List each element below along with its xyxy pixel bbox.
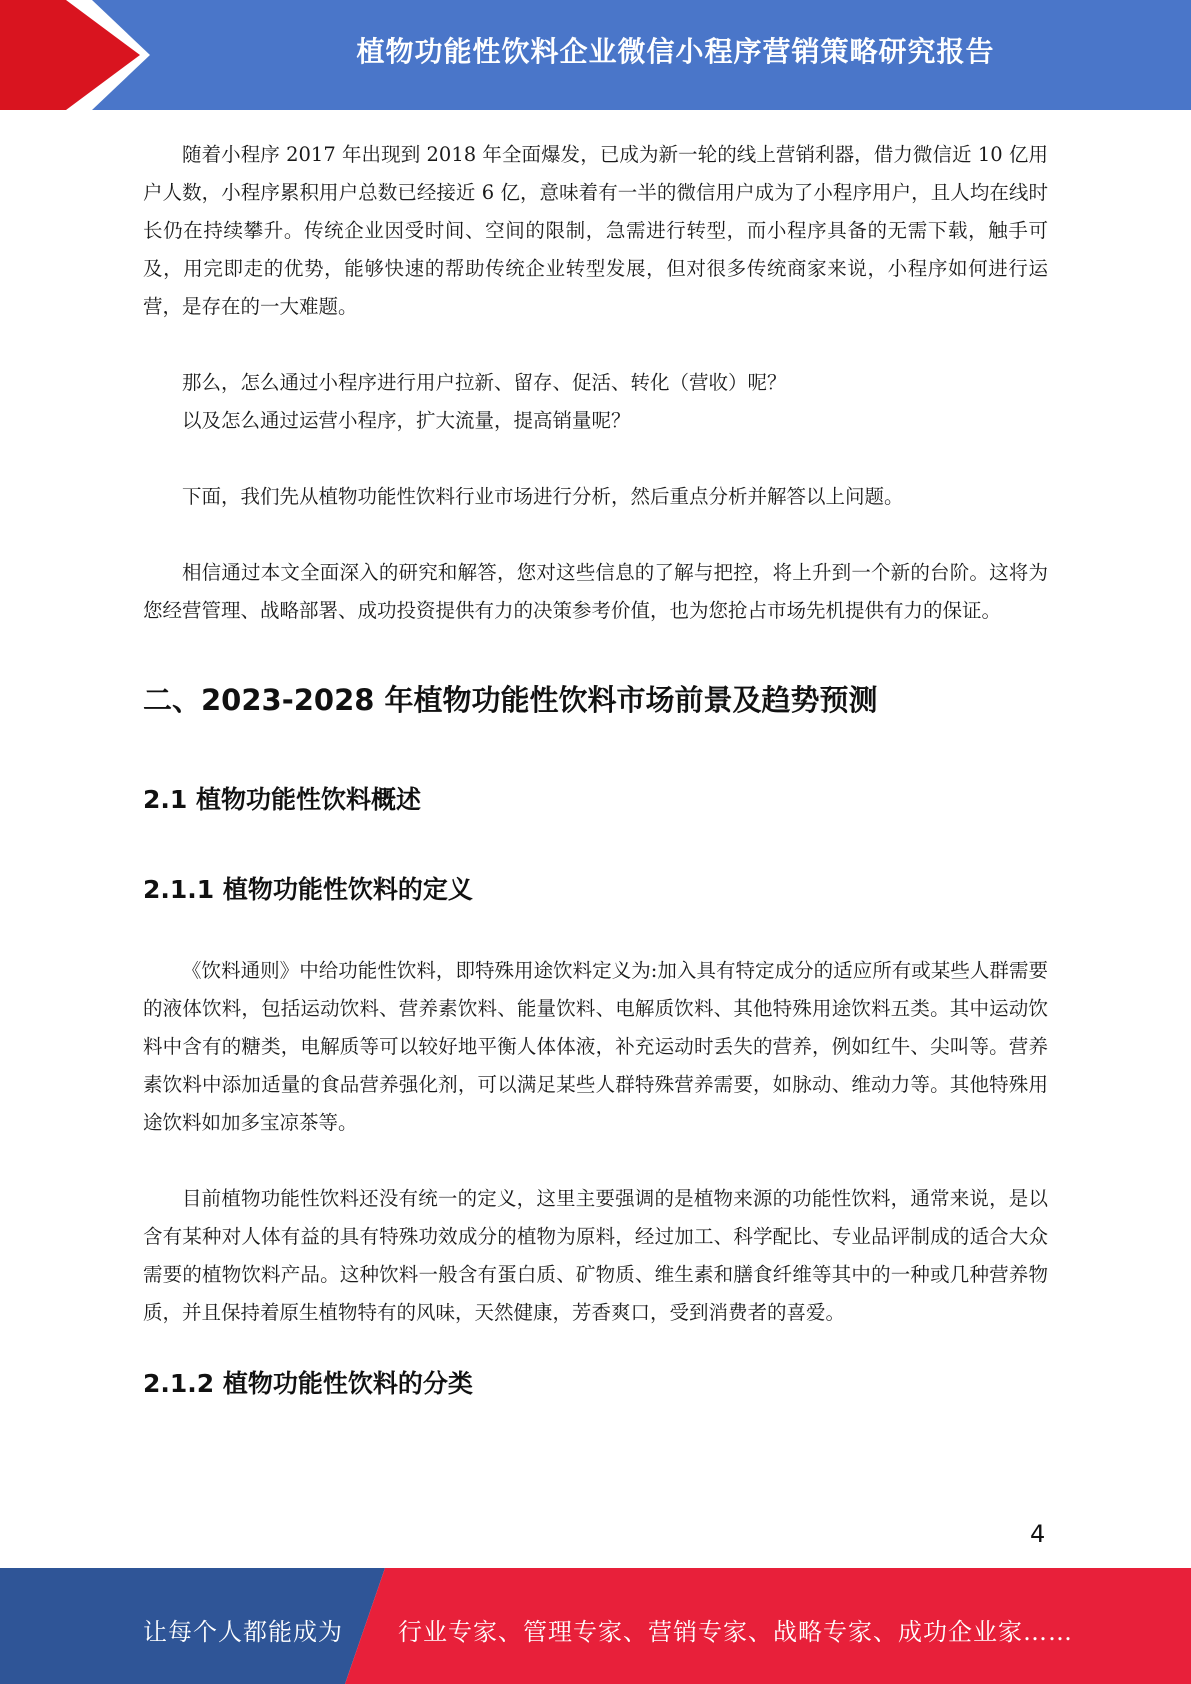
footer-slogan-right: 行业专家、管理专家、营销专家、战略专家、成功企业家……: [398, 1618, 1073, 1646]
definition-paragraph-2: 目前植物功能性饮料还没有统一的定义，这里主要强调的是植物来源的功能性饮料，通常来说，是以含有某种对人体有益的具有特殊功效成分的植物为原料，经过加工、科学配比、专业品评制成的适合大众需要的植物饮料产品。这种饮料一般含有蛋白质、矿物质、维生素和膳食纤维等其中的一种或几种营养物质，并且保持着原生植物特有的风味，天然健康，芳香爽口，受到消费者的喜爱。: [143, 1187, 1048, 1324]
header-banner: [0, 0, 1191, 110]
footer-banner: [0, 1568, 1191, 1684]
definition-paragraph-1: 《饮料通则》中给功能性饮料，即特殊用途饮料定义为:加入具有特定成分的适应所有或某些人群需要的液体饮料，包括运动饮料、营养素饮料、能量饮料、电解质饮料、其他特殊用途饮料五类。其中运动饮料中含有的糖类，电解质等可以较好地平衡人体体液，补充运动时丢失的营养，例如红牛、尖叫等。营养素饮料中添加适量的食品营养强化剂，可以满足某些人群特殊营养需要，如脉动、维动力等。其他特殊用途饮料如加多宝凉茶等。: [143, 959, 1048, 1134]
analysis-paragraph: 下面，我们先从植物功能性饮料行业市场进行分析，然后重点分析并解答以上问题。: [182, 485, 904, 508]
question-line-2: 以及怎么通过运营小程序，扩大流量，提高销量呢？: [182, 409, 631, 432]
question-line-1: 那么，怎么通过小程序进行用户拉新、留存、促活、转化（营收）呢？: [182, 371, 787, 394]
section-2-heading: 二、2023-2028 年植物功能性饮料市场前景及趋势预测: [143, 683, 878, 717]
section-2-1-1-heading: 2.1.1 植物功能性饮料的定义: [143, 875, 473, 904]
page-number: 4: [1030, 1520, 1046, 1548]
footer-slogan-left: 让每个人都能成为: [143, 1618, 343, 1646]
section-2-1-2-heading: 2.1.2 植物功能性饮料的分类: [143, 1369, 473, 1398]
header-chevron-icon: [0, 0, 160, 110]
page-content: [143, 136, 1048, 1402]
report-title: 植物功能性饮料企业微信小程序营销策略研究报告: [356, 35, 995, 68]
intro-paragraph: 随着小程序 2017 年出现到 2018 年全面爆发，已成为新一轮的线上营销利器，借力微信近 10 亿用户人数，小程序累积用户总数已经接近 6 亿，意味着有一半的微信用户成为了小程序用户，且人均在线时长仍在持续攀升。传统企业因受时间、空间的限制，急需进行转型，而小程序具备的无需下载，触手可及，用完即走的优势，能够快速的帮助传统企业转型发展，但对很多传统商家来说，小程序如何进行运营，是存在的一大难题。: [143, 143, 1048, 318]
belief-paragraph: 相信通过本文全面深入的研究和解答，您对这些信息的了解与把控，将上升到一个新的台阶。这将为您经营管理、战略部署、成功投资提供有力的决策参考价值，也为您抢占市场先机提供有力的保证。: [143, 561, 1048, 622]
section-2-1-heading: 2.1 植物功能性饮料概述: [143, 785, 421, 814]
